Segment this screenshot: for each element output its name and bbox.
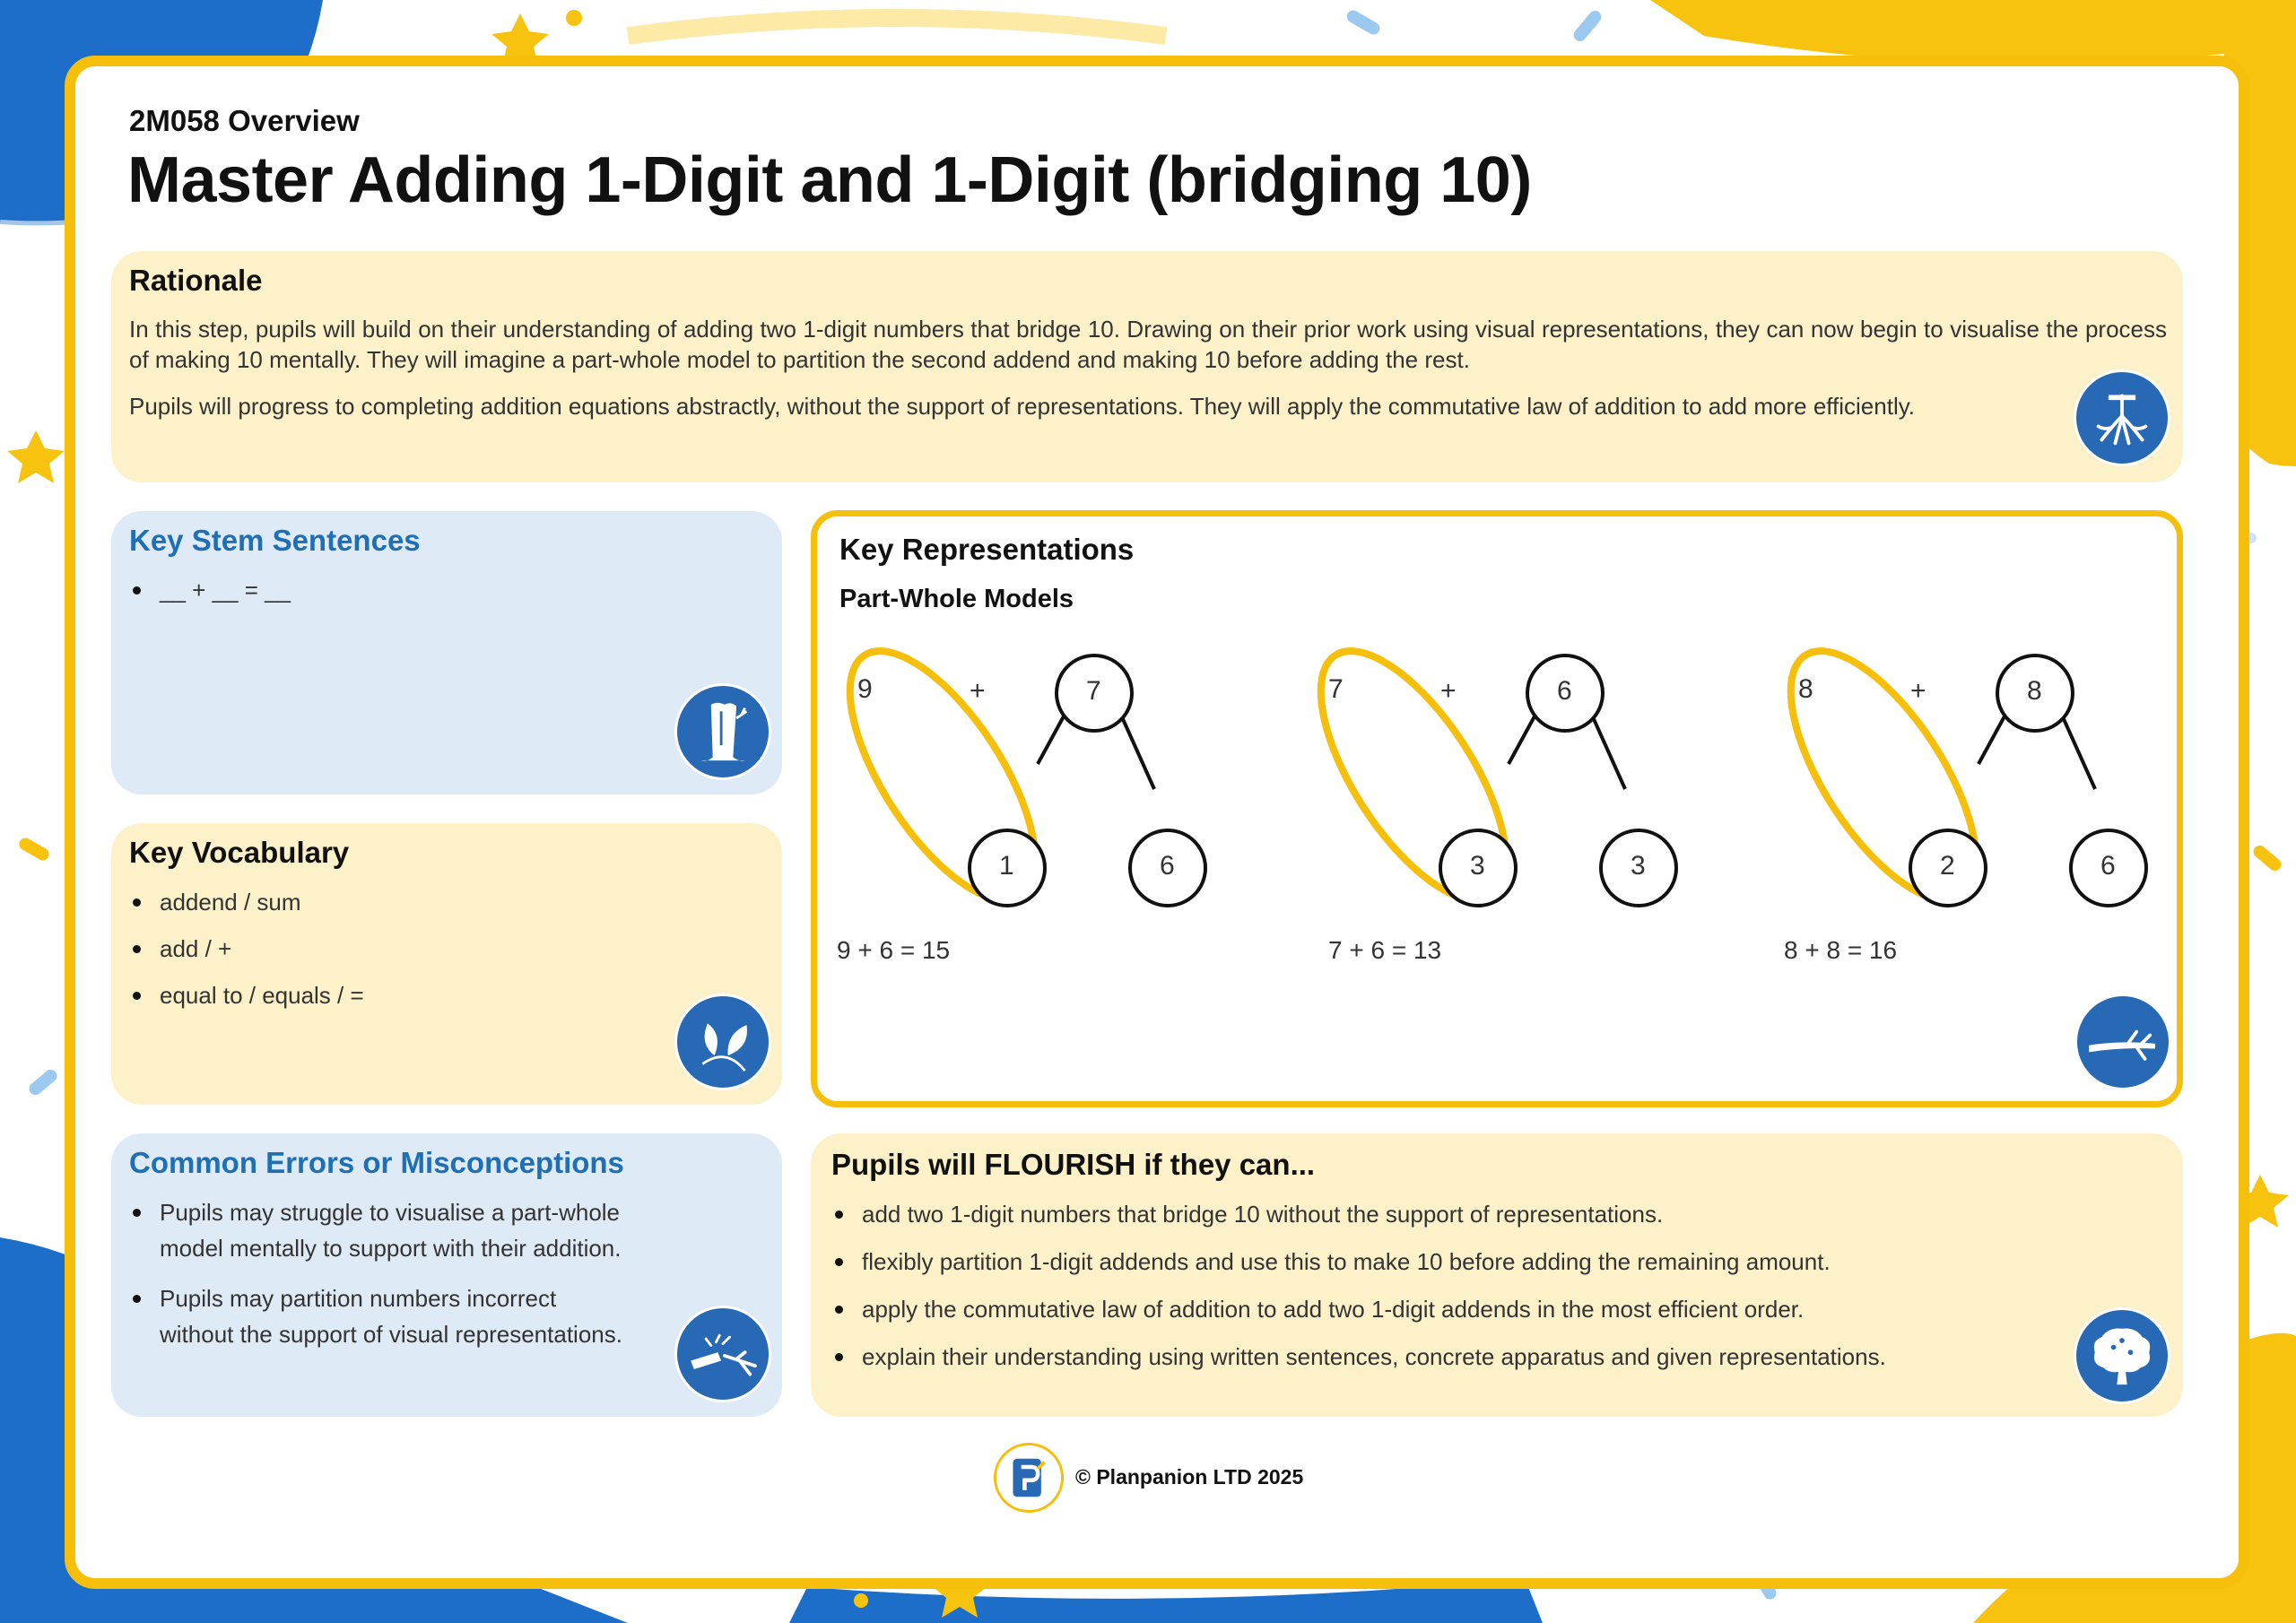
vocabulary-item: add / +: [129, 931, 757, 967]
errors-list: [129, 1194, 631, 1352]
whole-value: 7: [1086, 676, 1101, 706]
model-3-diagram: [1756, 623, 2146, 928]
vocabulary-item: equal to / equals / =: [129, 977, 757, 1013]
errors-heading: Common Errors or Misconceptions: [129, 1146, 624, 1179]
rationale-heading: Rationale: [129, 264, 263, 297]
vocabulary-item: addend / sum: [129, 884, 757, 920]
stem-sentence-item: __ + __ = __: [129, 572, 757, 608]
flourish-item: flexibly partition 1-digit addends and use this to make 10 before adding the remaining amount.: [831, 1244, 2069, 1280]
whole-value: 8: [2027, 676, 2042, 706]
errors-panel: [111, 1133, 782, 1417]
vocabulary-heading: Key Vocabulary: [129, 836, 350, 869]
error-item: Pupils may partition numbers incorrect without the support of visual representations.: [129, 1280, 631, 1352]
part-right-value: 3: [1631, 851, 1646, 881]
plus-sign: +: [1440, 676, 1457, 706]
model-2-diagram: [1286, 623, 1676, 928]
tree-trunk-icon: [674, 683, 771, 780]
flourish-item: apply the commutative law of addition to add two 1-digit addends in the most efficient order.: [831, 1291, 2069, 1327]
stem-sentences-panel: [111, 511, 782, 794]
vocabulary-panel: [111, 823, 782, 1105]
flourish-item: explain their understanding using written sentences, concrete apparatus and given representations.: [831, 1339, 2069, 1375]
vocabulary-list: [129, 884, 757, 1013]
rationale-paragraph-2: Pupils will progress to completing addition equations abstractly, without the support of representations. They will apply the commutative law of addition to add more efficiently.: [129, 393, 1916, 420]
first-addend: 9: [857, 674, 873, 704]
part-left-value: 1: [999, 851, 1014, 881]
rationale-paragraph-1: In this step, pupils will build on their understanding of adding two 1-digit numbers that bridge 10. Drawing on their prior work using visual representations, they can now begin to visualise the process of making 10 mentally. They will imagine a part-whole model to partition the second addend and making 10 before adding the rest.: [129, 316, 2167, 373]
equation: 8 + 8 = 16: [1784, 936, 1898, 964]
part-left-value: 2: [1940, 851, 1955, 881]
whole-value: 6: [1557, 676, 1572, 706]
representations-heading: Key Representations: [839, 533, 1135, 566]
flourish-item: add two 1-digit numbers that bridge 10 without the support of representations.: [831, 1196, 2069, 1232]
equation: 9 + 6 = 15: [837, 936, 951, 964]
broken-branch-icon: [674, 1306, 771, 1402]
plus-sign: +: [1910, 676, 1926, 706]
rationale-panel: [111, 251, 2183, 482]
first-addend: 7: [1328, 674, 1344, 704]
first-addend: 8: [1798, 674, 1813, 704]
tree-icon: [2074, 1307, 2170, 1404]
flourish-panel: [811, 1133, 2183, 1417]
page-title: Master Adding 1-Digit and 1-Digit (bridging 10): [127, 144, 1532, 216]
part-right-value: 6: [1160, 851, 1175, 881]
stem-sentences-heading: Key Stem Sentences: [129, 524, 421, 557]
equation: 7 + 6 = 13: [1328, 936, 1442, 964]
part-left-value: 3: [1470, 851, 1485, 881]
overview-code: 2M058 Overview: [129, 104, 360, 137]
branch-icon: [2074, 994, 2171, 1090]
stem-sentences-list: [129, 572, 757, 608]
planpanion-logo-icon: [994, 1443, 1064, 1513]
representations-subheading: Part-Whole Models: [839, 585, 1074, 613]
copyright-text: © Planpanion LTD 2025: [1075, 1465, 1304, 1488]
plus-sign: +: [970, 676, 986, 706]
model-1-diagram: [817, 623, 1205, 928]
roots-icon: [2074, 369, 2170, 466]
part-right-value: 6: [2100, 851, 2116, 881]
representations-panel: [811, 510, 2183, 1107]
flourish-list: [831, 1196, 2069, 1375]
part-whole-model-1: [817, 516, 2189, 1114]
flourish-heading: Pupils will FLOURISH if they can...: [831, 1148, 1316, 1181]
leaves-icon: [674, 994, 771, 1090]
error-item: Pupils may struggle to visualise a part-whole model mentally to support with their addition.: [129, 1194, 631, 1266]
